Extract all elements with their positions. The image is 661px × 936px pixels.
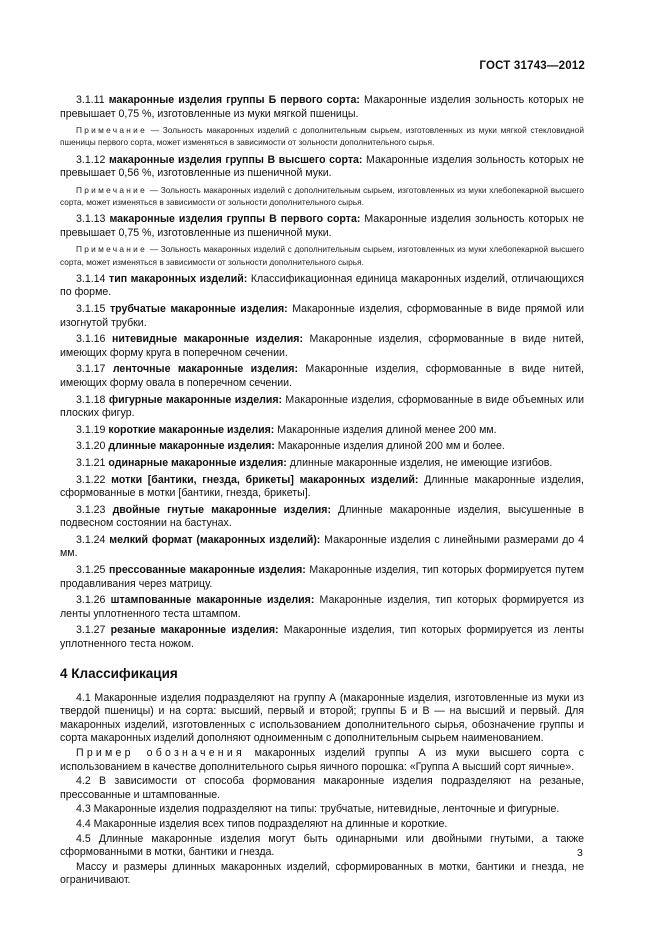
definition-note <box>60 184 584 208</box>
definition-text: Макаронные изделия длиной менее 200 мм. <box>277 423 497 436</box>
definition-number: 3.1.14 <box>76 272 106 285</box>
note-label: Примечание <box>76 244 148 255</box>
definition-text: Макаронные изделия длиной 200 мм и более. <box>277 440 505 453</box>
definition-text: Длинные макаронные изделия, высушенные в подвесном состоянии на бастунах. <box>60 503 584 530</box>
definition-item <box>60 303 584 330</box>
definition-item <box>60 424 584 438</box>
definition-item <box>60 534 584 561</box>
definition-number: 3.1.13 <box>76 213 106 226</box>
definition-text: Макаронные изделия с линейными размерами до 4 мм. <box>60 533 584 560</box>
definition-term: трубчатые макаронные изделия: <box>109 302 288 315</box>
definition-number: 3.1.25 <box>76 564 106 577</box>
definition-term: мотки [бантики, гнезда, брикеты] макаронных изделий: <box>111 473 419 486</box>
definition-number: 3.1.17 <box>76 363 106 376</box>
definition-number: 3.1.27 <box>76 624 106 637</box>
definition-term: тип макаронных изделий: <box>109 272 248 285</box>
definition-item <box>60 504 584 531</box>
document-body <box>60 94 584 889</box>
definition-number: 3.1.22 <box>76 473 106 486</box>
definition-term: двойные гнутые макаронные изделия: <box>112 503 332 516</box>
paragraph-4-2: 4.2 В зависимости от способа формования макаронные изделия подразделяют на резаные, прессованные и штампованные. <box>60 775 584 801</box>
definition-item <box>60 154 584 181</box>
definition-text: Макаронные изделия зольность которых не превышает 0,75 %, изготовленные из муки мягкой пшеницы. <box>60 94 584 120</box>
definition-number: 3.1.16 <box>76 333 106 346</box>
definition-term: мелкий формат (макаронных изделий): <box>109 533 321 546</box>
definition-item <box>60 594 584 621</box>
definitions-group-a <box>60 94 584 268</box>
definition-text: Макаронные изделия, сформованные в виде нитей, имеющих форму овала в поперечном сечении. <box>60 363 584 389</box>
definition-text: длинные макаронные изделия, не имеющие изгибов. <box>289 456 553 469</box>
definition-note <box>60 124 584 148</box>
definition-item <box>60 213 584 240</box>
note-label: Примечание <box>76 125 148 136</box>
definition-term: макаронные изделия группы Б первого сорта: <box>108 94 360 106</box>
definition-item <box>60 333 584 360</box>
definition-number: 3.1.23 <box>76 503 106 516</box>
note-text: — Зольность макаронных изделий с дополнительным сырьем, изготовленных из муки мягкой стекловидной пшеницы первого сорта, может изменяться в зависимости от зольности дополнительного сырья. <box>60 125 584 148</box>
definition-text: Макаронные изделия, сформованные в виде прямой или изогнутой трубки. <box>60 302 585 329</box>
definition-term: прессованные макаронные изделия: <box>109 564 306 577</box>
definition-number: 3.1.19 <box>76 423 106 436</box>
definition-note <box>60 243 584 267</box>
definition-item <box>60 624 584 651</box>
definitions-group-b <box>60 273 584 652</box>
note-text: — Зольность макаронных изделий с дополнительным сырьем, изготовленных из муки хлебопекарной высшего сорта, может изменяться в зависимости от зольности дополнительного сырья. <box>60 184 584 207</box>
note-label: Примечание <box>76 184 148 195</box>
page-number: 3 <box>577 847 583 859</box>
paragraph-4-5-note: Массу и размеры длинных макаронных изделий, сформированных в мотки, бантики и гнезда, не ограничивают. <box>60 860 584 887</box>
definition-text: Макаронные изделия, сформованные в виде объемных или плоских фигур. <box>60 393 585 420</box>
standard-header: ГОСТ 31743—2012 <box>479 60 585 72</box>
definition-term: длинные макаронные изделия: <box>108 440 275 453</box>
definition-text: Макаронные изделия зольность которых не превышает 0,75 %, изготовленные из пшеничной муки. <box>60 213 584 239</box>
definition-text: Макаронные изделия, тип которых формируется из ленты уплотненного теста ножом. <box>60 624 584 651</box>
definition-number: 3.1.12 <box>76 153 106 166</box>
definition-term: резаные макаронные изделия: <box>110 624 279 637</box>
definition-item <box>60 474 584 501</box>
definition-number: 3.1.18 <box>76 393 106 406</box>
definition-term: короткие макаронные изделия: <box>108 423 275 436</box>
note-text: — Зольность макаронных изделий с дополнительным сырьем, изготовленных из муки хлебопекарной высшего сорта, может изменяться в зависимости от зольности дополнительного сырья. <box>60 244 584 267</box>
definition-term: ленточные макаронные изделия: <box>112 363 299 376</box>
definition-item <box>60 394 584 421</box>
definition-item <box>60 457 584 471</box>
paragraph-4-4: 4.4 Макаронные изделия всех типов подразделяют на длинные и короткие. <box>76 817 448 830</box>
section-4-heading: 4 Классификация <box>60 665 178 681</box>
paragraph-4-3: 4.3 Макаронные изделия подразделяют на типы: трубчатые, нитевидные, ленточные и фигурные. <box>76 803 560 816</box>
definition-item <box>60 94 584 121</box>
example-label: Пример обозначения <box>76 747 245 759</box>
definition-text: Классификационная единица макаронных изделий, отличающихся по форме. <box>60 272 584 299</box>
definition-term: одинарные макаронные изделия: <box>108 456 287 469</box>
definition-term: макаронные изделия группы В высшего сорта: <box>109 153 363 166</box>
definition-number: 3.1.26 <box>76 594 106 607</box>
definition-text: Макаронные изделия зольность которых не превышает 0,56 %, изготовленные из пшеничной муки. <box>60 153 584 180</box>
definition-number: 3.1.21 <box>76 456 106 469</box>
definition-number: 3.1.24 <box>76 533 106 546</box>
definition-term: макаронные изделия группы В первого сорта: <box>109 213 361 226</box>
example-text: макаронных изделий группы А из муки высшего сорта с использованием в качестве дополнительного сырья яичного порошка: «Группа А высший сорт яичные». <box>60 747 584 773</box>
example-designation <box>60 747 584 774</box>
definition-text: Макаронные изделия, сформованные в виде нитей, имеющих форму круга в поперечном сечении. <box>60 333 584 359</box>
definition-number: 3.1.20 <box>76 440 106 453</box>
definition-number: 3.1.15 <box>76 302 106 315</box>
paragraph-4-5: 4.5 Длинные макаронные изделия могут быть одинарными или двойными гнутыми, а также сформованными в мотки, бантики и гнезда. <box>60 832 584 859</box>
definition-number: 3.1.11 <box>76 94 105 106</box>
definition-text: Длинные макаронные изделия, сформованные в мотки [бантики, гнезда, брикеты]. <box>60 473 584 500</box>
definition-item <box>60 440 584 454</box>
definition-term: штампованные макаронные изделия: <box>110 594 315 607</box>
definition-term: фигурные макаронные изделия: <box>108 393 283 406</box>
definition-item <box>60 363 584 390</box>
definition-item <box>60 273 584 300</box>
paragraph-4-1: 4.1 Макаронные изделия подразделяют на группу А (макаронные изделия, изготовленные из муки из твердой пшеницы) и на сорта: высший, первый и второй; группы Б и В — на высший и первый. Для макаронных изделий, изготовленных с использованием дополнительного сырья, обозначение группы и сорта макаронных изделий дополняют одноименным с дополнительным сырьем наименованием. <box>60 691 584 745</box>
definition-item <box>60 564 584 591</box>
definition-term: нитевидные макаронные изделия: <box>112 333 303 346</box>
definition-text: Макаронные изделия, тип которых формируется из ленты уплотненного теста штампом. <box>60 594 584 620</box>
definition-text: Макаронные изделия, тип которых формируется путем продавливания через матрицу. <box>60 564 585 590</box>
